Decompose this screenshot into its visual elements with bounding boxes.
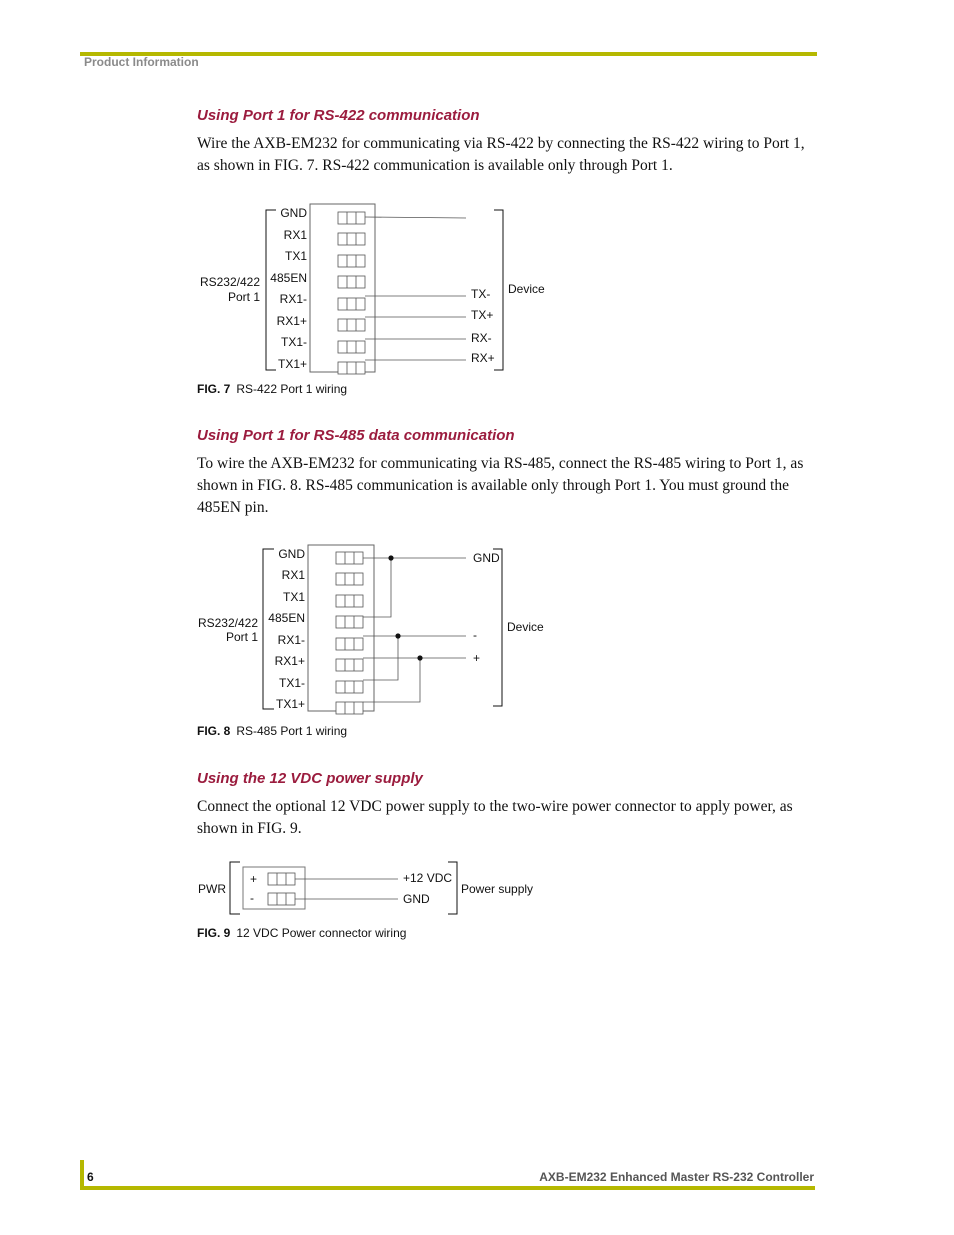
- fig8-pin-label: RX1-: [277, 633, 305, 647]
- fig8-pin-label: GND: [278, 547, 305, 561]
- fig8-pin-label: TX1+: [275, 697, 305, 711]
- fig8-pin-label: TX1-: [278, 676, 305, 690]
- fig9-supply-pin: +12 VDC: [403, 871, 453, 885]
- fig9-terminal-label: -: [250, 891, 254, 905]
- section-heading-rs422: Using Port 1 for RS-422 communication: [197, 107, 480, 124]
- fig9-supply-label: Power supply: [461, 882, 534, 896]
- fig8-device-pin: GND: [473, 551, 500, 565]
- fig8-label: FIG. 8: [197, 724, 231, 738]
- fig8-pin-label: 485EN: [268, 611, 305, 625]
- fig7-device-label: Device: [508, 282, 545, 296]
- fig8-pin-label: RX1: [281, 568, 305, 582]
- section-heading-rs485: Using Port 1 for RS-485 data communication: [197, 427, 515, 444]
- fig8-caption-text: RS-485 Port 1 wiring: [236, 724, 348, 738]
- fig8-port-label-line1: RS232/422: [197, 616, 258, 630]
- fig9-pwr-bracket: [230, 862, 240, 914]
- fig7-caption-text: RS-422 Port 1 wiring: [236, 382, 348, 396]
- fig7-device-pin: TX-: [471, 287, 491, 301]
- fig9-caption: [197, 926, 406, 940]
- fig7-pin-label: TX1+: [277, 357, 307, 371]
- paragraph-power: Connect the optional 12 VDC power supply to the two-wire power connector to apply power, as shown in FIG. 9.: [197, 798, 793, 837]
- fig9-caption-text: 12 VDC Power connector wiring: [236, 926, 407, 940]
- fig8-pin-label: TX1: [282, 590, 305, 604]
- paragraph-rs422: Wire the AXB-EM232 for communicating via RS-422 by connecting the RS-422 wiring to Port 1, as shown in FIG. 7. RS-422 communication is available only through Port 1.: [197, 135, 805, 174]
- fig7-label: FIG. 7: [197, 382, 231, 396]
- fig9-terminals: [268, 873, 295, 905]
- fig7-device-pin: RX-: [471, 331, 492, 345]
- fig9-label: FIG. 9: [197, 926, 231, 940]
- fig8-device-label: Device: [507, 620, 544, 634]
- running-head: Product Information: [84, 55, 199, 69]
- fig8-device-pin: -: [473, 628, 477, 642]
- fig7-device-pin: TX+: [471, 308, 494, 322]
- fig7-pin-label: TX1: [284, 249, 307, 263]
- fig7-port-label-line2: Port 1: [227, 290, 260, 304]
- fig8-port-label-line2: Port 1: [225, 630, 258, 644]
- fig7-pin-label: RX1-: [279, 292, 307, 306]
- footer-rule: [80, 1186, 815, 1190]
- paragraph-rs485: To wire the AXB-EM232 for communicating via RS-485, connect the RS-485 wiring to Port 1, as shown in FIG. 8. RS-485 communication is available only through Port 1. You must ground the 485EN pin.: [197, 455, 804, 516]
- page-number: 6: [87, 1170, 94, 1184]
- fig9-terminal-label: +: [250, 872, 258, 886]
- fig9-terminal: [268, 893, 295, 905]
- fig9-supply-pin: GND: [403, 892, 430, 906]
- fig7-pin-label: 485EN: [270, 271, 307, 285]
- fig9-wires: [295, 879, 398, 899]
- fig7-pin-label: GND: [280, 206, 307, 220]
- fig9-pwr-label: PWR: [198, 882, 226, 896]
- fig7-pin-label: RX1+: [276, 314, 307, 328]
- fig8-device-pin: +: [473, 651, 481, 665]
- fig8-pin-label: RX1+: [274, 654, 305, 668]
- fig9-terminal: [268, 873, 295, 885]
- fig9-supply-bracket: [448, 862, 457, 914]
- fig7-pin-label: TX1-: [280, 335, 307, 349]
- fig7-device-pin: RX+: [471, 351, 495, 365]
- fig7-port-label-line1: RS232/422: [199, 275, 260, 289]
- fig7-pin-label: RX1: [283, 228, 307, 242]
- document-title: AXB-EM232 Enhanced Master RS-232 Controller: [539, 1170, 814, 1184]
- section-heading-power: Using the 12 VDC power supply: [197, 770, 423, 787]
